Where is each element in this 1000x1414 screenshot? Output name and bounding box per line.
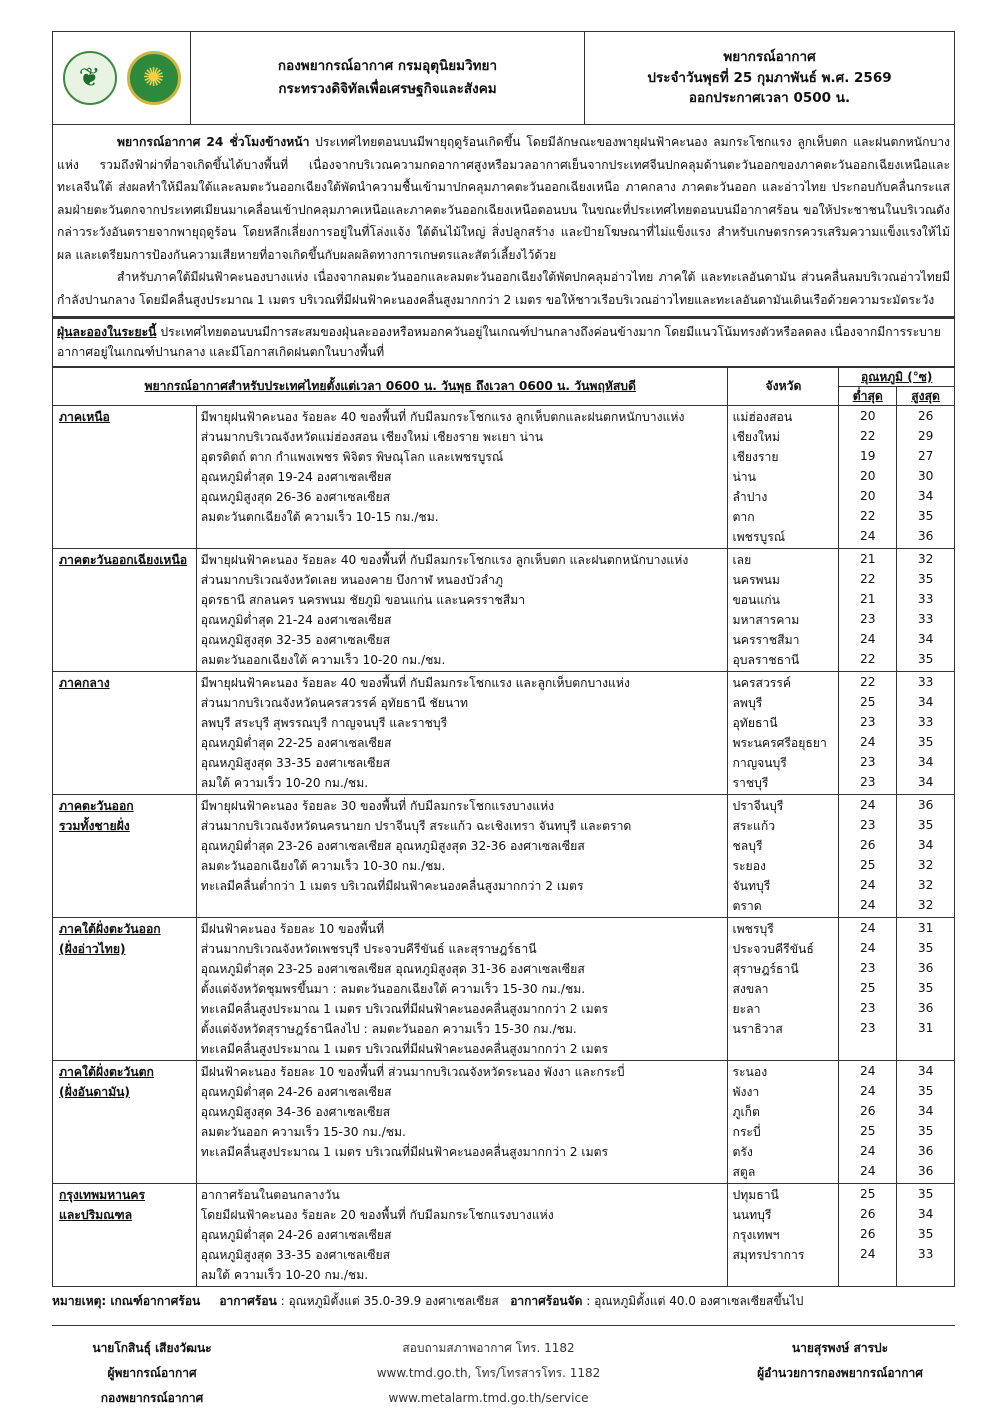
min-temp: 23 bbox=[860, 960, 876, 975]
forecaster-name: นายโกสินธุ์ เสียงวัฒนะ bbox=[92, 1340, 212, 1355]
min-temp: 24 bbox=[860, 631, 876, 646]
footer-forecaster bbox=[52, 1336, 252, 1412]
summary-text-1: ประเทศไทยตอนบนมีพายุฤดูร้อนเกิดขึ้น โดยมีลักษณะของพายุฝนฟ้าคะนอง ลมกระโชกแรง ลูกเห็บตก และฝนตกหนักบางแห่ง รวมถึงฟ้าผ่าที่อาจเกิดขึ้นได้บางพื้นที่ เนื่องจากบริเวณความกดอากาศสูงหรือมวลอากาศเย็นจากประเทศจีนปกคลุมด้านตะวันออกของภาคตะวันออกเฉียงเหนือและทะเลจีนใต้ ส่งผลทำให้มีลมใต้และลมตะวันออกเฉียงใต้พัดนำความชื้นเข้ามาปกคลุมภาคตะวันออกเฉียงเหนือ ภาคกลาง ภาคตะวันออก และอ่าวไทย ประกอบกับคลื่นกระแสลมฝ่ายตะวันตกจากประเทศเมียนมาเคลื่อนเข้าปกคลุมภาคเหนือและภาคตะวันออกเฉียงเหนือตอนบน ในขณะที่ประเทศไทยตอนบนมีอากาศร้อน ขอให้ประชาชนในบริเวณดังกล่าวระวังอันตรายจากพายุฤดูร้อน โดยหลีกเลี่ยงการอยู่ในที่โล่งแจ้ง ใต้ต้นไม้ใหญ่ สิ่งปลูกสร้าง และป้ายโฆษณาที่ไม่แข็งแรง สำหรับเกษตรกรควรเสริมความแข็งแรงให้ไม้ผล และเตรียมการป้องกันความเสียหายที่อาจเกิดขึ้นกับผลผลิตทางการเกษตรและสัตว์เลี้ยงไว้ด้วย bbox=[57, 135, 951, 262]
table-header-forecast: พยากรณ์อากาศสำหรับประเทศไทยตั้งแต่เวลา 0600 น. วันพุธ ถึงเวลา 0600 น. วันพฤหัสบดี bbox=[53, 367, 728, 405]
min-temp-list bbox=[839, 671, 897, 794]
region-name-line: รวมทั้งชายฝั่ง bbox=[59, 818, 130, 833]
max-temp: 34 bbox=[917, 1103, 934, 1118]
province-name: สระแก้ว bbox=[732, 818, 776, 833]
min-temp: 23 bbox=[860, 774, 876, 789]
contact-phone: สอบถามสภาพอากาศ โทร. 1182 bbox=[402, 1340, 575, 1355]
forecaster-title: ผู้พยากรณ์อากาศ bbox=[107, 1366, 197, 1381]
region-name bbox=[53, 405, 197, 548]
province-name: อุทัยธานี bbox=[732, 715, 778, 730]
description-line: อุณหภูมิสูงสุด 32-35 องศาเซลเซียส bbox=[200, 632, 391, 647]
region-name bbox=[53, 1060, 197, 1183]
province-name: นนทบุรี bbox=[732, 1207, 772, 1222]
max-temp: 32 bbox=[917, 897, 934, 912]
forecast-title: พยากรณ์อากาศ bbox=[723, 48, 816, 65]
province-list bbox=[728, 548, 839, 671]
summary-paragraph-2: สำหรับภาคใต้มีฝนฟ้าคะนองบางแห่ง เนื่องจากลมตะวันออกและลมตะวันออกเฉียงใต้พัดปกคลุมอ่าวไทย ภาคใต้ และทะเลอันดามัน ส่วนคลื่นลมบริเวณอ่าวไทยมีกำลังปานกลาง โดยมีคลื่นสูงประมาณ 1 เมตร บริเวณที่มีฝนฟ้าคะนองคลื่นสูงมากกว่า 2 เมตร ขอให้ชาวเรือบริเวณอ่าวไทยและทะเลอันดามันเดินเรือด้วยความระมัดระวัง bbox=[57, 270, 950, 307]
province-name: เชียงใหม่ bbox=[732, 429, 781, 444]
province-list bbox=[728, 794, 839, 917]
max-temp: 34 bbox=[917, 631, 934, 646]
max-temp: 36 bbox=[917, 960, 934, 975]
province-name: สมุทรปราการ bbox=[732, 1247, 805, 1262]
description-line: มีฝนฟ้าคะนอง ร้อยละ 10 ของพื้นที่ bbox=[200, 921, 385, 936]
min-temp: 23 bbox=[860, 611, 876, 626]
region-row bbox=[53, 405, 955, 548]
min-temp: 26 bbox=[860, 837, 876, 852]
summary-lead: พยากรณ์อากาศ 24 ชั่วโมงข้างหน้า bbox=[117, 135, 310, 149]
min-temp: 19 bbox=[860, 448, 876, 463]
min-temp: 24 bbox=[860, 528, 876, 543]
dust-lead: ฝุ่นละอองในระยะนี้ bbox=[57, 324, 157, 339]
province-name: ยะลา bbox=[732, 1001, 761, 1016]
province-name: เพชรบูรณ์ bbox=[732, 529, 786, 544]
summary-paragraph-1 bbox=[57, 131, 950, 266]
description-line: ทะเลมีคลื่นสูงประมาณ 1 เมตร บริเวณที่มีฝนฟ้าคะนองคลื่นสูงมากกว่า 2 เมตร bbox=[200, 1144, 609, 1159]
province-name: ภูเก็ต bbox=[732, 1104, 760, 1119]
min-temp: 26 bbox=[860, 1103, 876, 1118]
min-temp: 25 bbox=[860, 1186, 876, 1201]
dust-box bbox=[52, 317, 955, 367]
min-temp: 25 bbox=[860, 980, 876, 995]
min-temp: 24 bbox=[860, 1163, 876, 1178]
footer-director bbox=[725, 1336, 955, 1412]
province-name: นครราชสีมา bbox=[732, 632, 800, 647]
note-label: หมายเหตุ: เกณฑ์อากาศร้อน bbox=[52, 1293, 201, 1308]
max-temp: 34 bbox=[917, 694, 934, 709]
min-temp-list bbox=[839, 405, 897, 548]
min-temp-list bbox=[839, 548, 897, 671]
min-temp: 21 bbox=[860, 591, 876, 606]
region-name-line: ภาคเหนือ bbox=[59, 409, 110, 424]
province-name: มหาสารคาม bbox=[732, 612, 800, 627]
province-list bbox=[728, 1060, 839, 1183]
province-name: ชลบุรี bbox=[732, 838, 763, 853]
description-line: มีพายุฝนฟ้าคะนอง ร้อยละ 30 ของพื้นที่ กับมีลมกระโชกแรงบางแห่ง bbox=[200, 798, 555, 813]
region-name-line: ภาคตะวันออกเฉียงเหนือ bbox=[59, 552, 188, 567]
min-temp: 22 bbox=[860, 674, 876, 689]
description-line: ลมตะวันออกเฉียงใต้ ความเร็ว 10-30 กม./ชม. bbox=[200, 858, 446, 873]
min-temp: 25 bbox=[860, 694, 876, 709]
forecast-document bbox=[52, 31, 955, 1412]
description-line: โดยมีฝนฟ้าคะนอง ร้อยละ 20 ของพื้นที่ กับมีลมกระโชกแรงบางแห่ง bbox=[200, 1207, 554, 1222]
min-temp: 23 bbox=[860, 1020, 876, 1035]
description-line: ส่วนมากบริเวณจังหวัดแม่ฮ่องสอน เชียงใหม่ เชียงราย พะเยา น่าน bbox=[200, 429, 544, 444]
description-line: อุณหภูมิสูงสุด 26-36 องศาเซลเซียส bbox=[200, 489, 391, 504]
table-header-min: ต่ำสุด bbox=[839, 386, 897, 405]
table-header-max: สูงสุด bbox=[897, 386, 955, 405]
region-description bbox=[196, 1183, 728, 1286]
max-temp-list bbox=[897, 1183, 955, 1286]
region-description bbox=[196, 405, 728, 548]
forecast-table bbox=[52, 367, 955, 1287]
province-name: ปราจีนบุรี bbox=[732, 798, 784, 813]
description-line: อุณหภูมิต่ำสุด 22-25 องศาเซลเซียส bbox=[200, 735, 392, 750]
region-name bbox=[53, 794, 197, 917]
min-temp: 21 bbox=[860, 551, 876, 566]
region-name-line: ภาคใต้ฝั่งตะวันออก bbox=[59, 921, 161, 936]
table-header-temp: อุณหภูมิ (°ซ) bbox=[839, 367, 955, 386]
note-hot-text: : อุณหภูมิตั้งแต่ 35.0-39.9 องศาเซลเซียส bbox=[280, 1293, 499, 1308]
province-name: ประจวบคีรีขันธ์ bbox=[732, 941, 814, 956]
description-line: อุตรดิตถ์ ตาก กำแพงเพชร พิจิตร พิษณุโลก และเพชรบูรณ์ bbox=[200, 449, 504, 464]
description-line: มีพายุฝนฟ้าคะนอง ร้อยละ 40 ของพื้นที่ กับมีลมกระโชกแรง ลูกเห็บตกและฝนตกหนักบางแห่ง bbox=[200, 409, 685, 424]
min-temp: 24 bbox=[860, 877, 876, 892]
max-temp: 29 bbox=[917, 428, 934, 443]
min-temp: 22 bbox=[860, 428, 876, 443]
note-hot-label: อากาศร้อน bbox=[219, 1293, 277, 1308]
description-line: ส่วนมากบริเวณจังหวัดเพชรบุรี ประจวบคีรีขันธ์ และสุราษฎร์ธานี bbox=[200, 941, 537, 956]
province-name: นครพนม bbox=[732, 572, 780, 587]
region-name bbox=[53, 917, 197, 1060]
description-line: ลพบุรี สระบุรี สุพรรณบุรี กาญจนบุรี และราชบุรี bbox=[200, 715, 448, 730]
province-name: พังงา bbox=[732, 1084, 760, 1099]
description-line: ทะเลมีคลื่นต่ำกว่า 1 เมตร บริเวณที่มีฝนฟ้าคะนองคลื่นสูงมากกว่า 2 เมตร bbox=[200, 878, 584, 893]
description-line: ลมใต้ ความเร็ว 10-20 กม./ชม. bbox=[200, 1267, 369, 1282]
region-row bbox=[53, 917, 955, 1060]
province-name: จันทบุรี bbox=[732, 878, 771, 893]
description-line: ลมตะวันตกเฉียงใต้ ความเร็ว 10-15 กม./ชม. bbox=[200, 509, 439, 524]
org-line-1: กองพยากรณ์อากาศ กรมอุตุนิยมวิทยา bbox=[277, 58, 498, 75]
region-name bbox=[53, 548, 197, 671]
description-line: อุณหภูมิต่ำสุด 21-24 องศาเซลเซียส bbox=[200, 612, 392, 627]
max-temp: 33 bbox=[917, 674, 934, 689]
max-temp: 36 bbox=[917, 528, 934, 543]
max-temp: 32 bbox=[917, 551, 934, 566]
region-description bbox=[196, 1060, 728, 1183]
max-temp: 35 bbox=[917, 1123, 934, 1138]
note bbox=[52, 1292, 955, 1326]
header bbox=[52, 31, 955, 125]
note-very-hot-label: อากาศร้อนจัด bbox=[510, 1293, 583, 1308]
min-temp-list bbox=[839, 917, 897, 1060]
description-line: ลมตะวันออก ความเร็ว 15-30 กม./ชม. bbox=[200, 1124, 406, 1139]
max-temp: 26 bbox=[917, 408, 934, 423]
forecast-issued: ออกประกาศเวลา 0500 น. bbox=[688, 90, 851, 107]
province-name: ระยอง bbox=[732, 858, 766, 873]
region-description bbox=[196, 548, 728, 671]
description-line: ส่วนมากบริเวณจังหวัดนครสวรรค์ อุทัยธานี ชัยนาท bbox=[200, 695, 469, 710]
region-name-line: ภาคกลาง bbox=[59, 675, 110, 690]
province-name: ตรัง bbox=[732, 1144, 753, 1159]
max-temp-list bbox=[897, 1060, 955, 1183]
region-name bbox=[53, 1183, 197, 1286]
min-temp: 22 bbox=[860, 651, 876, 666]
region-row bbox=[53, 1060, 955, 1183]
description-line: มีฝนฟ้าคะนอง ร้อยละ 10 ของพื้นที่ ส่วนมากบริเวณจังหวัดระนอง พังงา และกระบี่ bbox=[200, 1064, 625, 1079]
province-name: ราชบุรี bbox=[732, 775, 769, 790]
description-line: อุณหภูมิต่ำสุด 23-26 องศาเซลเซียส อุณหภูมิสูงสุด 32-36 องศาเซลเซียส bbox=[200, 838, 585, 853]
min-temp-list bbox=[839, 1183, 897, 1286]
min-temp: 24 bbox=[860, 940, 876, 955]
province-name: กาญจนบุรี bbox=[732, 755, 787, 770]
province-list bbox=[728, 917, 839, 1060]
tmd-logo-icon: ✺ bbox=[127, 51, 181, 105]
max-temp-list bbox=[897, 671, 955, 794]
max-temp: 35 bbox=[917, 508, 934, 523]
description-line: ส่วนมากบริเวณจังหวัดนครนายก ปราจีนบุรี สระแก้ว ฉะเชิงเทรา จันทบุรี และตราด bbox=[200, 818, 632, 833]
region-name-line: และปริมณฑล bbox=[59, 1207, 133, 1222]
province-name: สงขลา bbox=[732, 981, 769, 996]
footer bbox=[52, 1336, 955, 1412]
description-line: ส่วนมากบริเวณจังหวัดเลย หนองคาย บึงกาฬ หนองบัวลำภู bbox=[200, 572, 504, 587]
province-name: เพชรบุรี bbox=[732, 921, 774, 936]
max-temp: 34 bbox=[917, 837, 934, 852]
note-very-hot-text: : อุณหภูมิตั้งแต่ 40.0 องศาเซลเซียสขึ้นไป bbox=[586, 1293, 804, 1308]
region-description bbox=[196, 671, 728, 794]
max-temp: 34 bbox=[917, 1063, 934, 1078]
province-name: แม่ฮ่องสอน bbox=[732, 409, 793, 424]
region-row bbox=[53, 1183, 955, 1286]
province-name: สตูล bbox=[732, 1164, 756, 1179]
province-name: ตาก bbox=[732, 509, 755, 524]
max-temp: 35 bbox=[917, 1083, 934, 1098]
min-temp: 25 bbox=[860, 857, 876, 872]
max-temp: 35 bbox=[917, 571, 934, 586]
max-temp: 35 bbox=[917, 980, 934, 995]
description-line: ทะเลมีคลื่นสูงประมาณ 1 เมตร บริเวณที่มีฝนฟ้าคะนองคลื่นสูงมากกว่า 2 เมตร bbox=[200, 1001, 609, 1016]
province-name: ตราด bbox=[732, 898, 762, 913]
max-temp: 32 bbox=[917, 857, 934, 872]
region-row bbox=[53, 671, 955, 794]
footer-contact bbox=[339, 1336, 639, 1412]
max-temp: 36 bbox=[917, 1000, 934, 1015]
min-temp: 23 bbox=[860, 754, 876, 769]
description-line: อากาศร้อนในตอนกลางวัน bbox=[200, 1187, 340, 1202]
description-line: ตั้งแต่จังหวัดชุมพรขึ้นมา : ลมตะวันออกเฉียงใต้ ความเร็ว 15-30 กม./ชม. bbox=[200, 981, 586, 996]
min-temp: 24 bbox=[860, 734, 876, 749]
description-line: อุณหภูมิสูงสุด 34-36 องศาเซลเซียส bbox=[200, 1104, 391, 1119]
max-temp: 27 bbox=[917, 448, 934, 463]
region-name-line: (ฝั่งอ่าวไทย) bbox=[59, 941, 126, 956]
min-temp: 24 bbox=[860, 920, 876, 935]
max-temp: 35 bbox=[917, 1186, 934, 1201]
ministry-logo-icon: ❦ bbox=[63, 51, 117, 105]
max-temp: 36 bbox=[917, 1163, 934, 1178]
region-row bbox=[53, 794, 955, 917]
region-name-line: ภาคใต้ฝั่งตะวันตก bbox=[59, 1064, 154, 1079]
max-temp: 31 bbox=[917, 920, 934, 935]
region-name-line: ภาคตะวันออก bbox=[59, 798, 134, 813]
min-temp: 24 bbox=[860, 1143, 876, 1158]
region-name bbox=[53, 671, 197, 794]
province-name: ขอนแก่น bbox=[732, 592, 781, 607]
table-bottom-border bbox=[53, 1286, 955, 1287]
max-temp: 33 bbox=[917, 1246, 934, 1261]
description-line: มีพายุฝนฟ้าคะนอง ร้อยละ 40 ของพื้นที่ กับมีลมกระโชกแรง ลูกเห็บตก และฝนตกหนักบางแห่ง bbox=[200, 552, 689, 567]
province-name: กระบี่ bbox=[732, 1124, 761, 1139]
region-name-line: (ฝั่งอันดามัน) bbox=[59, 1084, 131, 1099]
forecast-date: ประจำวันพุธที่ 25 กุมภาพันธ์ พ.ศ. 2569 bbox=[647, 69, 892, 86]
min-temp: 26 bbox=[860, 1226, 876, 1241]
logos bbox=[53, 32, 191, 124]
province-name: น่าน bbox=[732, 469, 756, 484]
director-name: นายสุรพงษ์ สารปะ bbox=[791, 1340, 889, 1355]
forecast-title-block bbox=[585, 32, 954, 124]
director-title: ผู้อำนวยการกองพยากรณ์อากาศ bbox=[757, 1366, 923, 1381]
description-line: อุณหภูมิสูงสุด 33-35 องศาเซลเซียส bbox=[200, 755, 391, 770]
province-name: เลย bbox=[732, 552, 752, 567]
description-line: ลมตะวันออกเฉียงใต้ ความเร็ว 10-20 กม./ชม. bbox=[200, 652, 446, 667]
max-temp: 34 bbox=[917, 488, 934, 503]
organization bbox=[191, 32, 585, 124]
min-temp-list bbox=[839, 794, 897, 917]
min-temp: 20 bbox=[860, 468, 876, 483]
min-temp: 24 bbox=[860, 897, 876, 912]
max-temp-list bbox=[897, 548, 955, 671]
description-line: อุดรธานี สกลนคร นครพนม ชัยภูมิ ขอนแก่น และนครราชสีมา bbox=[200, 592, 526, 607]
description-line: ลมใต้ ความเร็ว 10-20 กม./ชม. bbox=[200, 775, 369, 790]
min-temp: 24 bbox=[860, 1246, 876, 1261]
province-name: ปทุมธานี bbox=[732, 1187, 779, 1202]
min-temp: 22 bbox=[860, 571, 876, 586]
description-line: อุณหภูมิต่ำสุด 24-26 องศาเซลเซียส bbox=[200, 1227, 392, 1242]
max-temp: 36 bbox=[917, 1143, 934, 1158]
province-name: สุราษฎร์ธานี bbox=[732, 961, 799, 976]
max-temp: 31 bbox=[917, 1020, 934, 1035]
contact-service-link[interactable]: www.metalarm.tmd.go.th/service bbox=[388, 1391, 589, 1406]
min-temp: 25 bbox=[860, 1123, 876, 1138]
max-temp: 35 bbox=[917, 734, 934, 749]
province-name: ลพบุรี bbox=[732, 695, 763, 710]
max-temp: 33 bbox=[917, 714, 934, 729]
region-row bbox=[53, 548, 955, 671]
min-temp: 20 bbox=[860, 408, 876, 423]
min-temp: 20 bbox=[860, 488, 876, 503]
min-temp: 24 bbox=[860, 1063, 876, 1078]
province-name: อุบลราชธานี bbox=[732, 652, 800, 667]
description-line: ตั้งแต่จังหวัดสุราษฎร์ธานีลงไป : ลมตะวันออก ความเร็ว 15-30 กม./ชม. bbox=[200, 1021, 577, 1036]
min-temp: 23 bbox=[860, 1000, 876, 1015]
max-temp: 32 bbox=[917, 877, 934, 892]
max-temp-list bbox=[897, 917, 955, 1060]
max-temp: 36 bbox=[917, 797, 934, 812]
min-temp: 24 bbox=[860, 1083, 876, 1098]
max-temp-list bbox=[897, 405, 955, 548]
contact-website[interactable]: www.tmd.go.th, โทร/โทรสารโทร. 1182 bbox=[376, 1366, 601, 1381]
max-temp-list bbox=[897, 794, 955, 917]
province-list bbox=[728, 1183, 839, 1286]
min-temp: 23 bbox=[860, 817, 876, 832]
dust-text: ประเทศไทยตอนบนมีการสะสมของฝุ่นละอองหรือหมอกควันอยู่ในเกณฑ์ปานกลางถึงค่อนข้างมาก โดยมีแนวโน้มทรงตัวหรือลดลง เนื่องจากมีการระบายอากาศอยู่ในเกณฑ์ปานกลาง และมีโอกาสเกิดฝนตกในบางพื้นที่ bbox=[57, 324, 941, 360]
min-temp-list bbox=[839, 1060, 897, 1183]
max-temp: 30 bbox=[917, 468, 934, 483]
forecaster-division: กองพยากรณ์อากาศ bbox=[100, 1391, 204, 1406]
region-description bbox=[196, 917, 728, 1060]
description-line: อุณหภูมิต่ำสุด 23-25 องศาเซลเซียส อุณหภูมิสูงสุด 31-36 องศาเซลเซียส bbox=[200, 961, 585, 976]
province-name: นครสวรรค์ bbox=[732, 675, 792, 690]
max-temp: 34 bbox=[917, 754, 934, 769]
province-name: ระนอง bbox=[732, 1064, 768, 1079]
max-temp: 34 bbox=[917, 1206, 934, 1221]
min-temp: 22 bbox=[860, 508, 876, 523]
table-header-province: จังหวัด bbox=[728, 367, 839, 405]
description-line: ทะเลมีคลื่นสูงประมาณ 1 เมตร บริเวณที่มีฝนฟ้าคะนองคลื่นสูงมากกว่า 2 เมตร bbox=[200, 1041, 609, 1056]
province-name: พระนครศรีอยุธยา bbox=[732, 735, 827, 750]
region-name-line: กรุงเทพมหานคร bbox=[59, 1187, 146, 1202]
max-temp: 34 bbox=[917, 774, 934, 789]
max-temp: 35 bbox=[917, 817, 934, 832]
max-temp: 35 bbox=[917, 1226, 934, 1241]
max-temp: 33 bbox=[917, 611, 934, 626]
region-description bbox=[196, 794, 728, 917]
min-temp: 23 bbox=[860, 714, 876, 729]
max-temp: 33 bbox=[917, 591, 934, 606]
min-temp: 26 bbox=[860, 1206, 876, 1221]
province-list bbox=[728, 671, 839, 794]
province-name: เชียงราย bbox=[732, 449, 779, 464]
description-line: มีพายุฝนฟ้าคะนอง ร้อยละ 40 ของพื้นที่ กับมีลมกระโชกแรง และลูกเห็บตกบางแห่ง bbox=[200, 675, 630, 690]
min-temp: 24 bbox=[860, 797, 876, 812]
org-line-2: กระทรวงดิจิทัลเพื่อเศรษฐกิจและสังคม bbox=[278, 81, 497, 97]
description-line: อุณหภูมิต่ำสุด 19-24 องศาเซลเซียส bbox=[200, 469, 392, 484]
province-name: กรุงเทพฯ bbox=[732, 1227, 780, 1242]
province-name: ลำปาง bbox=[732, 489, 768, 504]
summary-box bbox=[52, 125, 955, 317]
province-list bbox=[728, 405, 839, 548]
province-name: นราธิวาส bbox=[732, 1021, 783, 1036]
max-temp: 35 bbox=[917, 651, 934, 666]
description-line: อุณหภูมิต่ำสุด 24-26 องศาเซลเซียส bbox=[200, 1084, 392, 1099]
max-temp: 35 bbox=[917, 940, 934, 955]
description-line: อุณหภูมิสูงสุด 33-35 องศาเซลเซียส bbox=[200, 1247, 391, 1262]
